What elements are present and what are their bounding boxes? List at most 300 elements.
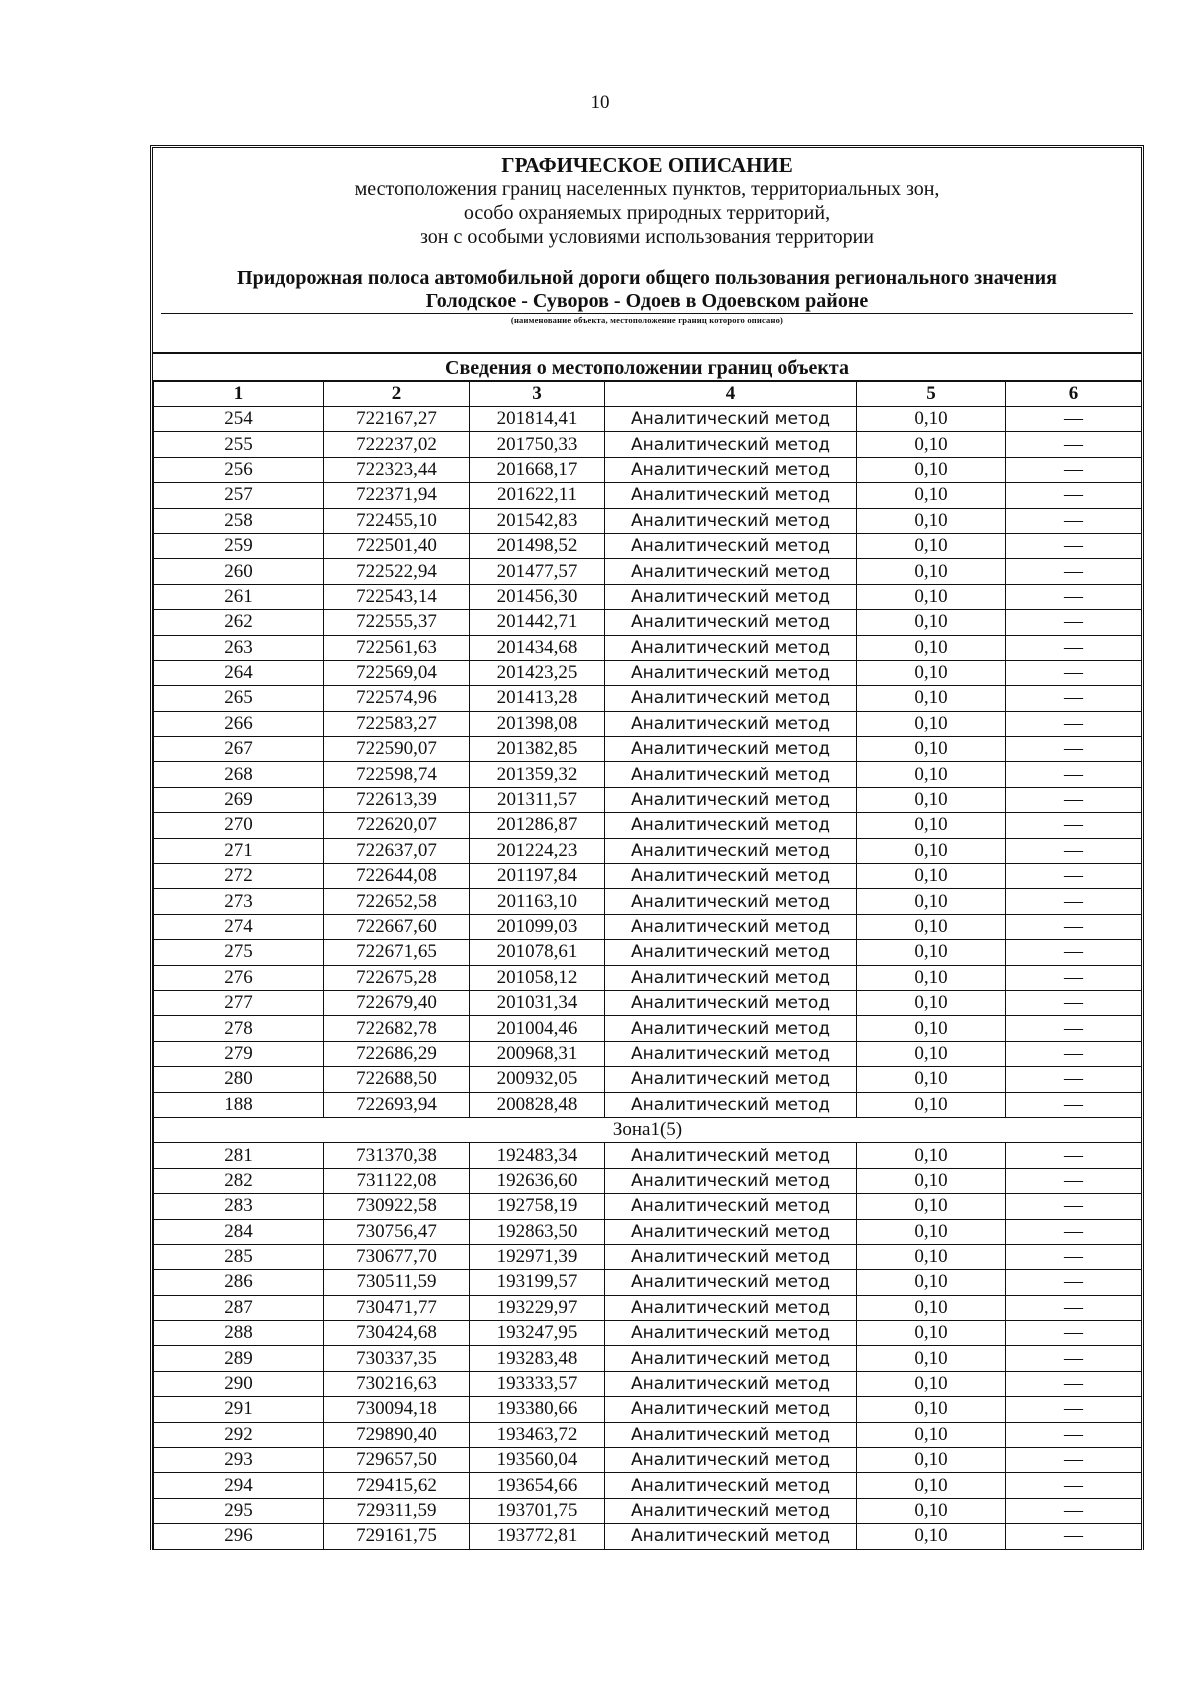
point-number-cell: 278 — [154, 1016, 324, 1041]
point-number-cell: 279 — [154, 1041, 324, 1066]
method-cell: Аналитический метод — [605, 940, 857, 965]
table-row — [154, 813, 1142, 838]
description-cell: — — [1006, 1498, 1142, 1523]
description-cell: — — [1006, 864, 1142, 889]
method-cell: Аналитический метод — [605, 1498, 857, 1523]
point-number-cell: 287 — [154, 1295, 324, 1320]
point-number-cell: 291 — [154, 1397, 324, 1422]
accuracy-cell: 0,10 — [857, 1219, 1006, 1244]
point-number-cell: 267 — [154, 737, 324, 762]
table-row — [154, 508, 1142, 533]
x-coordinate-cell: 722693,94 — [324, 1092, 470, 1117]
description-cell: — — [1006, 737, 1142, 762]
description-cell: — — [1006, 457, 1142, 482]
description-cell: — — [1006, 787, 1142, 812]
table-row — [154, 1321, 1142, 1346]
method-cell: Аналитический метод — [605, 1219, 857, 1244]
x-coordinate-cell: 729890,40 — [324, 1422, 470, 1447]
y-coordinate-cell: 201099,03 — [470, 914, 605, 939]
y-coordinate-cell: 201498,52 — [470, 533, 605, 558]
table-row — [154, 737, 1142, 762]
description-cell: — — [1006, 660, 1142, 685]
description-cell: — — [1006, 838, 1142, 863]
point-number-cell: 265 — [154, 686, 324, 711]
accuracy-cell: 0,10 — [857, 635, 1006, 660]
subtitle-line: особо охраняемых природных территорий, — [463, 202, 831, 224]
description-cell: — — [1006, 432, 1142, 457]
x-coordinate-cell: 722522,94 — [324, 559, 470, 584]
accuracy-cell: 0,10 — [857, 813, 1006, 838]
accuracy-cell: 0,10 — [857, 914, 1006, 939]
point-number-cell: 280 — [154, 1067, 324, 1092]
column-header: 2 — [324, 381, 470, 407]
accuracy-cell: 0,10 — [857, 737, 1006, 762]
description-cell: — — [1006, 711, 1142, 736]
accuracy-cell: 0,10 — [857, 787, 1006, 812]
x-coordinate-cell: 722686,29 — [324, 1041, 470, 1066]
method-cell: Аналитический метод — [605, 838, 857, 863]
point-number-cell: 263 — [154, 635, 324, 660]
x-coordinate-cell: 722323,44 — [324, 457, 470, 482]
point-number-cell: 269 — [154, 787, 324, 812]
method-cell: Аналитический метод — [605, 533, 857, 558]
point-number-cell: 261 — [154, 584, 324, 609]
y-coordinate-cell: 201423,25 — [470, 660, 605, 685]
x-coordinate-cell: 722620,07 — [324, 813, 470, 838]
accuracy-cell: 0,10 — [857, 1295, 1006, 1320]
table-row — [154, 1473, 1142, 1498]
table-row — [154, 1092, 1142, 1117]
y-coordinate-cell: 201197,84 — [470, 864, 605, 889]
table-row — [154, 914, 1142, 939]
method-cell: Аналитический метод — [605, 660, 857, 685]
point-number-cell: 266 — [154, 711, 324, 736]
y-coordinate-cell: 201031,34 — [470, 990, 605, 1015]
point-number-cell: 275 — [154, 940, 324, 965]
x-coordinate-cell: 730216,63 — [324, 1371, 470, 1396]
table-row — [154, 686, 1142, 711]
x-coordinate-cell: 730094,18 — [324, 1397, 470, 1422]
method-cell: Аналитический метод — [605, 1168, 857, 1193]
description-cell: — — [1006, 940, 1142, 965]
x-coordinate-cell: 722561,63 — [324, 635, 470, 660]
description-cell: — — [1006, 1346, 1142, 1371]
table-row — [154, 1016, 1142, 1041]
x-coordinate-cell: 722455,10 — [324, 508, 470, 533]
table-row — [154, 1041, 1142, 1066]
y-coordinate-cell: 193229,97 — [470, 1295, 605, 1320]
table-row — [154, 1448, 1142, 1473]
y-coordinate-cell: 201750,33 — [470, 432, 605, 457]
x-coordinate-cell: 722237,02 — [324, 432, 470, 457]
description-cell: — — [1006, 990, 1142, 1015]
x-coordinate-cell: 722682,78 — [324, 1016, 470, 1041]
accuracy-cell: 0,10 — [857, 508, 1006, 533]
accuracy-cell: 0,10 — [857, 610, 1006, 635]
accuracy-cell: 0,10 — [857, 1346, 1006, 1371]
y-coordinate-cell: 201286,87 — [470, 813, 605, 838]
method-cell: Аналитический метод — [605, 432, 857, 457]
y-coordinate-cell: 200932,05 — [470, 1067, 605, 1092]
method-cell: Аналитический метод — [605, 889, 857, 914]
y-coordinate-cell: 201163,10 — [470, 889, 605, 914]
method-cell: Аналитический метод — [605, 1143, 857, 1168]
point-number-cell: 292 — [154, 1422, 324, 1447]
point-number-cell: 270 — [154, 813, 324, 838]
method-cell: Аналитический метод — [605, 1524, 857, 1549]
y-coordinate-cell: 201477,57 — [470, 559, 605, 584]
table-row — [154, 1346, 1142, 1371]
zone-label: Зона1(5) — [154, 1117, 1142, 1142]
description-cell: — — [1006, 1473, 1142, 1498]
method-cell: Аналитический метод — [605, 686, 857, 711]
table-row — [154, 1219, 1142, 1244]
y-coordinate-cell: 200968,31 — [470, 1041, 605, 1066]
accuracy-cell: 0,10 — [857, 457, 1006, 482]
y-coordinate-cell: 201058,12 — [470, 965, 605, 990]
point-number-cell: 271 — [154, 838, 324, 863]
method-cell: Аналитический метод — [605, 584, 857, 609]
y-coordinate-cell: 192483,34 — [470, 1143, 605, 1168]
y-coordinate-cell: 192971,39 — [470, 1244, 605, 1269]
accuracy-cell: 0,10 — [857, 660, 1006, 685]
description-cell: — — [1006, 1219, 1142, 1244]
accuracy-cell: 0,10 — [857, 1016, 1006, 1041]
method-cell: Аналитический метод — [605, 1092, 857, 1117]
table-row — [154, 1143, 1142, 1168]
description-cell: — — [1006, 686, 1142, 711]
x-coordinate-cell: 722167,27 — [324, 407, 470, 432]
accuracy-cell: 0,10 — [857, 407, 1006, 432]
description-cell: — — [1006, 1041, 1142, 1066]
point-number-cell: 293 — [154, 1448, 324, 1473]
accuracy-cell: 0,10 — [857, 1397, 1006, 1422]
x-coordinate-cell: 722590,07 — [324, 737, 470, 762]
x-coordinate-cell: 722543,14 — [324, 584, 470, 609]
x-coordinate-cell: 722569,04 — [324, 660, 470, 685]
method-cell: Аналитический метод — [605, 813, 857, 838]
accuracy-cell: 0,10 — [857, 864, 1006, 889]
description-cell: — — [1006, 610, 1142, 635]
y-coordinate-cell: 193380,66 — [470, 1397, 605, 1422]
accuracy-cell: 0,10 — [857, 711, 1006, 736]
point-number-cell: 282 — [154, 1168, 324, 1193]
y-coordinate-cell: 193772,81 — [470, 1524, 605, 1549]
x-coordinate-cell: 730424,68 — [324, 1321, 470, 1346]
y-coordinate-cell: 193333,57 — [470, 1371, 605, 1396]
point-number-cell: 255 — [154, 432, 324, 457]
accuracy-cell: 0,10 — [857, 432, 1006, 457]
point-number-cell: 290 — [154, 1371, 324, 1396]
method-cell: Аналитический метод — [605, 737, 857, 762]
table-row — [154, 1194, 1142, 1219]
y-coordinate-cell: 193247,95 — [470, 1321, 605, 1346]
accuracy-cell: 0,10 — [857, 1041, 1006, 1066]
description-cell: — — [1006, 1244, 1142, 1269]
y-coordinate-cell: 201542,83 — [470, 508, 605, 533]
y-coordinate-cell: 201442,71 — [470, 610, 605, 635]
accuracy-cell: 0,10 — [857, 889, 1006, 914]
table-row — [154, 762, 1142, 787]
description-cell: — — [1006, 407, 1142, 432]
table-row — [154, 1168, 1142, 1193]
point-number-cell: 257 — [154, 483, 324, 508]
method-cell: Аналитический метод — [605, 787, 857, 812]
description-frame — [150, 145, 1144, 1550]
x-coordinate-cell: 729311,59 — [324, 1498, 470, 1523]
accuracy-cell: 0,10 — [857, 1092, 1006, 1117]
accuracy-cell: 0,10 — [857, 1498, 1006, 1523]
description-cell: — — [1006, 1143, 1142, 1168]
accuracy-cell: 0,10 — [857, 1168, 1006, 1193]
accuracy-cell: 0,10 — [857, 483, 1006, 508]
point-number-cell: 286 — [154, 1270, 324, 1295]
table-row — [154, 559, 1142, 584]
table-row — [154, 1524, 1142, 1549]
table-row — [154, 432, 1142, 457]
table-row — [154, 838, 1142, 863]
method-cell: Аналитический метод — [605, 965, 857, 990]
accuracy-cell: 0,10 — [857, 1473, 1006, 1498]
subtitle-line: зон с особыми условиями использования территории — [419, 226, 875, 248]
method-cell: Аналитический метод — [605, 559, 857, 584]
x-coordinate-cell: 730756,47 — [324, 1219, 470, 1244]
point-number-cell: 274 — [154, 914, 324, 939]
description-cell: — — [1006, 508, 1142, 533]
y-coordinate-cell: 192636,60 — [470, 1168, 605, 1193]
description-cell: — — [1006, 1448, 1142, 1473]
y-coordinate-cell: 201668,17 — [470, 457, 605, 482]
description-cell: — — [1006, 1321, 1142, 1346]
y-coordinate-cell: 201004,46 — [470, 1016, 605, 1041]
point-number-cell: 272 — [154, 864, 324, 889]
method-cell: Аналитический метод — [605, 635, 857, 660]
method-cell: Аналитический метод — [605, 610, 857, 635]
point-number-cell: 276 — [154, 965, 324, 990]
y-coordinate-cell: 193463,72 — [470, 1422, 605, 1447]
table-row — [154, 864, 1142, 889]
x-coordinate-cell: 730337,35 — [324, 1346, 470, 1371]
y-coordinate-cell: 201434,68 — [470, 635, 605, 660]
table-row — [154, 533, 1142, 558]
description-cell: — — [1006, 584, 1142, 609]
method-cell: Аналитический метод — [605, 508, 857, 533]
table-row — [154, 889, 1142, 914]
object-name-caption: (наименование объекта, местоположение границ которого описано) — [510, 315, 784, 325]
method-cell: Аналитический метод — [605, 864, 857, 889]
point-number-cell: 288 — [154, 1321, 324, 1346]
table-body-part2 — [154, 1143, 1142, 1549]
accuracy-cell: 0,10 — [857, 559, 1006, 584]
x-coordinate-cell: 722688,50 — [324, 1067, 470, 1092]
y-coordinate-cell: 193701,75 — [470, 1498, 605, 1523]
y-coordinate-cell: 192863,50 — [470, 1219, 605, 1244]
description-cell: — — [1006, 1067, 1142, 1092]
y-coordinate-cell: 201078,61 — [470, 940, 605, 965]
table-row — [154, 407, 1142, 432]
x-coordinate-cell: 722555,37 — [324, 610, 470, 635]
table-row — [154, 1498, 1142, 1523]
table-row — [154, 1371, 1142, 1396]
table-row — [154, 940, 1142, 965]
description-cell: — — [1006, 1194, 1142, 1219]
column-header: 1 — [154, 381, 324, 407]
point-number-cell: 258 — [154, 508, 324, 533]
y-coordinate-cell: 200828,48 — [470, 1092, 605, 1117]
x-coordinate-cell: 731370,38 — [324, 1143, 470, 1168]
header-divider — [153, 326, 1141, 354]
accuracy-cell: 0,10 — [857, 838, 1006, 863]
accuracy-cell: 0,10 — [857, 1524, 1006, 1549]
page-number: 10 — [590, 92, 610, 113]
description-cell: — — [1006, 1016, 1142, 1041]
y-coordinate-cell: 201622,11 — [470, 483, 605, 508]
x-coordinate-cell: 722598,74 — [324, 762, 470, 787]
table-row — [154, 965, 1142, 990]
table-row — [154, 483, 1142, 508]
y-coordinate-cell: 193199,57 — [470, 1270, 605, 1295]
description-cell: — — [1006, 813, 1142, 838]
accuracy-cell: 0,10 — [857, 533, 1006, 558]
x-coordinate-cell: 722671,65 — [324, 940, 470, 965]
table-header-row — [154, 381, 1142, 407]
table-row — [154, 1397, 1142, 1422]
document-header — [153, 148, 1141, 313]
zone-separator — [154, 1117, 1142, 1142]
x-coordinate-cell: 729161,75 — [324, 1524, 470, 1549]
description-cell: — — [1006, 965, 1142, 990]
point-number-cell: 289 — [154, 1346, 324, 1371]
description-cell: — — [1006, 1092, 1142, 1117]
subtitle-line: местоположения границ населенных пунктов, территориальных зон, — [354, 178, 940, 200]
method-cell: Аналитический метод — [605, 1422, 857, 1447]
description-cell: — — [1006, 1371, 1142, 1396]
column-header: 3 — [470, 381, 605, 407]
x-coordinate-cell: 722501,40 — [324, 533, 470, 558]
table-row — [154, 1422, 1142, 1447]
document-title: ГРАФИЧЕСКОЕ ОПИСАНИЕ — [501, 153, 793, 177]
accuracy-cell: 0,10 — [857, 584, 1006, 609]
description-cell: — — [1006, 1397, 1142, 1422]
method-cell: Аналитический метод — [605, 1194, 857, 1219]
description-cell: — — [1006, 533, 1142, 558]
table-row — [154, 990, 1142, 1015]
column-header: 5 — [857, 381, 1006, 407]
method-cell: Аналитический метод — [605, 1321, 857, 1346]
point-number-cell: 262 — [154, 610, 324, 635]
table-row — [154, 1270, 1142, 1295]
point-number-cell: 295 — [154, 1498, 324, 1523]
method-cell: Аналитический метод — [605, 914, 857, 939]
method-cell: Аналитический метод — [605, 457, 857, 482]
accuracy-cell: 0,10 — [857, 1067, 1006, 1092]
column-header: 6 — [1006, 381, 1142, 407]
x-coordinate-cell: 722637,07 — [324, 838, 470, 863]
table-row — [154, 1295, 1142, 1320]
y-coordinate-cell: 201382,85 — [470, 737, 605, 762]
accuracy-cell: 0,10 — [857, 686, 1006, 711]
object-name-line: Голодское - Суворов - Одоев в Одоевском районе — [425, 290, 869, 312]
description-cell: — — [1006, 889, 1142, 914]
section-title: Сведения о местоположении границ объекта — [445, 357, 849, 379]
accuracy-cell: 0,10 — [857, 1143, 1006, 1168]
table-body-part1 — [154, 407, 1142, 1118]
table-row — [154, 1067, 1142, 1092]
method-cell: Аналитический метод — [605, 1067, 857, 1092]
method-cell: Аналитический метод — [605, 1371, 857, 1396]
x-coordinate-cell: 729657,50 — [324, 1448, 470, 1473]
object-name-line: Придорожная полоса автомобильной дороги общего пользования регионального значения — [237, 267, 1057, 289]
method-cell: Аналитический метод — [605, 483, 857, 508]
accuracy-cell: 0,10 — [857, 1371, 1006, 1396]
point-number-cell: 281 — [154, 1143, 324, 1168]
point-number-cell: 254 — [154, 407, 324, 432]
accuracy-cell: 0,10 — [857, 1270, 1006, 1295]
zone-row — [154, 1117, 1142, 1142]
table-row — [154, 457, 1142, 482]
x-coordinate-cell: 730677,70 — [324, 1244, 470, 1269]
description-cell: — — [1006, 559, 1142, 584]
y-coordinate-cell: 193283,48 — [470, 1346, 605, 1371]
description-cell: — — [1006, 1168, 1142, 1193]
description-cell: — — [1006, 1270, 1142, 1295]
point-number-cell: 264 — [154, 660, 324, 685]
y-coordinate-cell: 193654,66 — [470, 1473, 605, 1498]
method-cell: Аналитический метод — [605, 1473, 857, 1498]
accuracy-cell: 0,10 — [857, 940, 1006, 965]
x-coordinate-cell: 729415,62 — [324, 1473, 470, 1498]
x-coordinate-cell: 722675,28 — [324, 965, 470, 990]
description-cell: — — [1006, 914, 1142, 939]
method-cell: Аналитический метод — [605, 1295, 857, 1320]
column-header: 4 — [605, 381, 857, 407]
description-cell: — — [1006, 1524, 1142, 1549]
table-row — [154, 610, 1142, 635]
method-cell: Аналитический метод — [605, 762, 857, 787]
method-cell: Аналитический метод — [605, 1448, 857, 1473]
x-coordinate-cell: 722574,96 — [324, 686, 470, 711]
table-row — [154, 660, 1142, 685]
accuracy-cell: 0,10 — [857, 990, 1006, 1015]
table-row — [154, 584, 1142, 609]
description-cell: — — [1006, 1295, 1142, 1320]
accuracy-cell: 0,10 — [857, 1448, 1006, 1473]
method-cell: Аналитический метод — [605, 1041, 857, 1066]
boundary-points-table — [153, 380, 1142, 1550]
point-number-cell: 294 — [154, 1473, 324, 1498]
method-cell: Аналитический метод — [605, 407, 857, 432]
accuracy-cell: 0,10 — [857, 1321, 1006, 1346]
description-cell: — — [1006, 1422, 1142, 1447]
y-coordinate-cell: 193560,04 — [470, 1448, 605, 1473]
x-coordinate-cell: 722652,58 — [324, 889, 470, 914]
x-coordinate-cell: 722613,39 — [324, 787, 470, 812]
table-row — [154, 787, 1142, 812]
description-cell: — — [1006, 483, 1142, 508]
point-number-cell: 188 — [154, 1092, 324, 1117]
x-coordinate-cell: 730471,77 — [324, 1295, 470, 1320]
y-coordinate-cell: 201456,30 — [470, 584, 605, 609]
x-coordinate-cell: 722667,60 — [324, 914, 470, 939]
method-cell: Аналитический метод — [605, 1270, 857, 1295]
method-cell: Аналитический метод — [605, 1397, 857, 1422]
accuracy-cell: 0,10 — [857, 965, 1006, 990]
method-cell: Аналитический метод — [605, 990, 857, 1015]
point-number-cell: 277 — [154, 990, 324, 1015]
y-coordinate-cell: 201398,08 — [470, 711, 605, 736]
accuracy-cell: 0,10 — [857, 1422, 1006, 1447]
x-coordinate-cell: 731122,08 — [324, 1168, 470, 1193]
